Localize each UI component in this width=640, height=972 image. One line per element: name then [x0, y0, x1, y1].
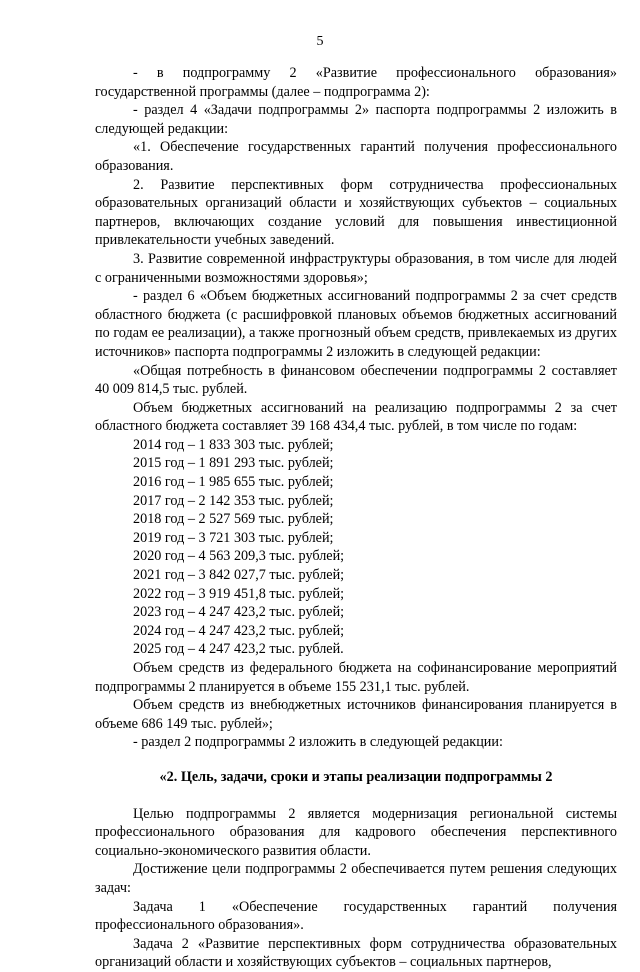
- year-item: 2014 год – 1 833 303 тыс. рублей;: [133, 436, 334, 453]
- paragraph: - раздел 6 «Объем бюджетных ассигнований подпрограммы 2 за счет средств областного бюджета (с расшифровкой плановых объемов бюджетных ассигнований по годам ее реализации), а также прогнозный объем средств, привлекаемых из других источников» паспорта подпрограммы 2 изложить в следующей редакции:: [95, 288, 617, 360]
- year-item: 2016 год – 1 985 655 тыс. рублей;: [133, 474, 334, 491]
- year-item: 2024 год – 4 247 423,2 тыс. рублей;: [133, 622, 345, 639]
- paragraph: Задача 1 «Обеспечение государственных гарантий получения профессионального образования».: [95, 898, 617, 934]
- year-item: 2023 год – 4 247 423,2 тыс. рублей;: [133, 604, 345, 621]
- year-item: 2015 год – 1 891 293 тыс. рублей;: [133, 455, 334, 472]
- paragraph: 2. Развитие перспективных форм сотрудничества профессиональных образовательных организаций области и хозяйствующих субъектов – социальных партнеров, включающих создание условий для повышения инвестиционной привлекательности учебных заведений.: [95, 176, 617, 249]
- year-item: 2021 год – 3 842 027,7 тыс. рублей;: [133, 567, 345, 584]
- page-number: 5: [316, 34, 324, 49]
- paragraph: - раздел 2 подпрограммы 2 изложить в следующей редакции:: [133, 734, 503, 751]
- paragraph: Задача 2 «Развитие перспективных форм сотрудничества образовательных организаций области и хозяйствующих субъектов – социальных партнеров,: [95, 935, 617, 971]
- paragraph: - в подпрограмму 2 «Развитие профессионального образования» государственной программы (далее – подпрограмма 2):: [95, 65, 617, 100]
- year-item: 2019 год – 3 721 303 тыс. рублей;: [133, 529, 334, 546]
- document-body: [95, 64, 617, 972]
- paragraph: Объем средств из внебюджетных источников финансирования планируется в объеме 686 149 тыс. рублей»;: [95, 697, 617, 732]
- paragraph: «1. Обеспечение государственных гарантий получения профессионального образования.: [95, 139, 617, 174]
- year-item: 2018 год – 2 527 569 тыс. рублей;: [133, 511, 334, 528]
- paragraph: «Общая потребность в финансовом обеспечении подпрограммы 2 составляет 40 009 814,5 тыс. рублей.: [95, 362, 617, 398]
- paragraph: Объем бюджетных ассигнований на реализацию подпрограммы 2 за счет областного бюджета составляет 39 168 434,4 тыс. рублей, в том числе по годам:: [95, 399, 617, 435]
- section-heading: «2. Цель, задачи, сроки и этапы реализации подпрограммы 2: [159, 768, 553, 785]
- year-item: 2025 год – 4 247 423,2 тыс. рублей.: [133, 641, 344, 658]
- paragraph: Достижение цели подпрограммы 2 обеспечивается путем решения следующих задач:: [95, 861, 617, 896]
- paragraph: Объем средств из федерального бюджета на софинансирование мероприятий подпрограммы 2 планируется в объеме 155 231,1 тыс. рублей.: [95, 660, 617, 695]
- year-item: 2020 год – 4 563 209,3 тыс. рублей;: [133, 548, 345, 565]
- paragraph: Целью подпрограммы 2 является модернизация региональной системы профессионального образования для кадрового обеспечения перспективного социально-экономического развития области.: [95, 805, 617, 859]
- funding-by-year-list: [95, 436, 617, 659]
- year-item: 2022 год – 3 919 451,8 тыс. рублей;: [133, 585, 345, 602]
- year-item: 2017 год – 2 142 353 тыс. рублей;: [133, 492, 334, 509]
- paragraph: - раздел 4 «Задачи подпрограммы 2» паспорта подпрограммы 2 изложить в следующей редакции:: [95, 102, 617, 137]
- paragraph: 3. Развитие современной инфраструктуры образования, в том числе для людей с ограниченными возможностями здоровья»;: [95, 250, 617, 286]
